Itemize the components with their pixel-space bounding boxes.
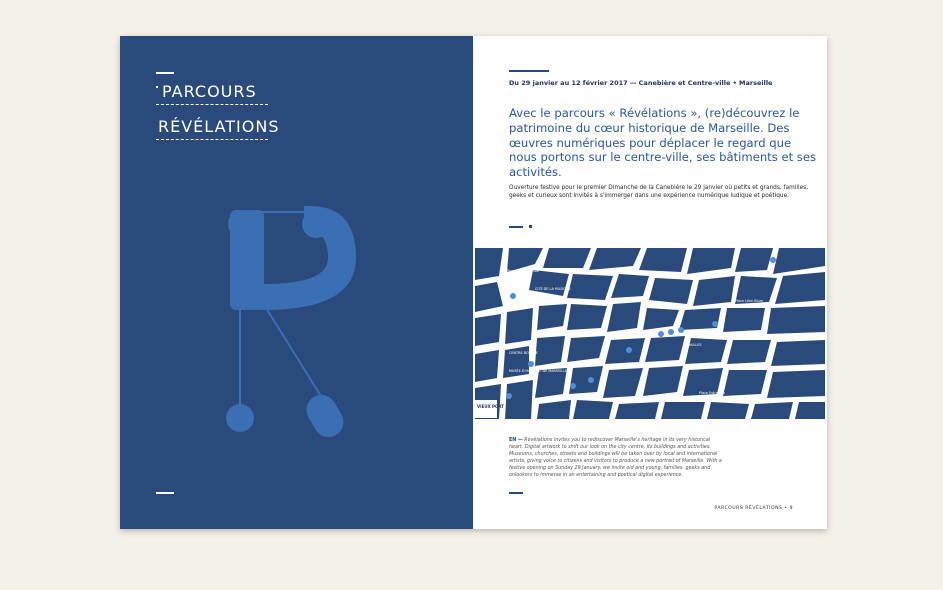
body-english-prefix: EN — — [509, 438, 523, 443]
right-page — [473, 36, 827, 529]
r-right-foot — [301, 389, 349, 442]
r-left-foot — [226, 404, 254, 432]
d-top-knob — [228, 210, 256, 238]
r-monogram — [206, 206, 366, 446]
body-english-text: Révélations invites you to rediscover Marseille's heritage in its very historical heart. Digital artwork to shift our look on the city centre, its buildings and activities. Museums, churches, streets and buildings will be taken over by local and international artists, giving voice to citizens and visitors to produce a new portrait of Marseille. With a festive opening on Sunday 29 January, we invite old and young, families, geeks and onlookers to immerse in an entertaining and poetical digital experience. — [509, 438, 722, 478]
title-underline-1 — [156, 104, 268, 106]
dateline: Du 29 janvier au 12 février 2017 — Canebière et Centre-ville • Marseille — [509, 79, 773, 87]
left-page — [120, 36, 473, 529]
city-map — [473, 246, 827, 421]
map-label: NOAILLES — [685, 343, 702, 347]
map-label: MUSÉE D'HISTOIRE DE MARSEILLE — [509, 369, 568, 373]
divider-rule — [509, 226, 523, 228]
page-footer: PARCOURS RÉVÉLATIONS • 9 — [714, 506, 793, 511]
title-underline-2 — [156, 139, 268, 141]
title-line-1: PARCOURS — [162, 82, 257, 101]
map-label: Place Jules Guesde — [507, 269, 539, 273]
top-rule — [509, 70, 549, 72]
divider-dot — [529, 225, 532, 228]
bottom-rule — [156, 492, 174, 494]
map-label: Place Léon Blum — [735, 299, 764, 303]
title-bullet — [156, 86, 158, 88]
body-french: Ouverture festive pour le premier Dimanche de la Canebière le 29 janvier où petits et grands, familles, geeks et curieux sont invités à s'immerger dans une expérience numérique ludique et poétique. — [509, 185, 809, 200]
r-leg-line — [266, 308, 324, 401]
bottom-rule — [509, 492, 523, 494]
map-label: CENTRE BOURSE — [509, 351, 538, 355]
body-english — [509, 438, 724, 479]
title-line-2: RÉVÉLATIONS — [158, 117, 280, 136]
map-label-vieux-port: VIEUX PORT — [477, 404, 505, 409]
map-label: Place Estrangin — [699, 391, 726, 395]
map-label: CITÉ DE LA MUSIQUE — [535, 287, 571, 291]
lead-paragraph: Avec le parcours « Révélations », (re)découvrez le patrimoine du cœur historique de Marseille. Des œuvres numériques pour déplacer le regard que nous portons sur le centre-ville, ses bâtiments et ses activités. — [509, 106, 817, 180]
magazine-spread — [120, 36, 827, 529]
top-rule — [156, 72, 174, 74]
d-right-knob — [302, 210, 330, 238]
